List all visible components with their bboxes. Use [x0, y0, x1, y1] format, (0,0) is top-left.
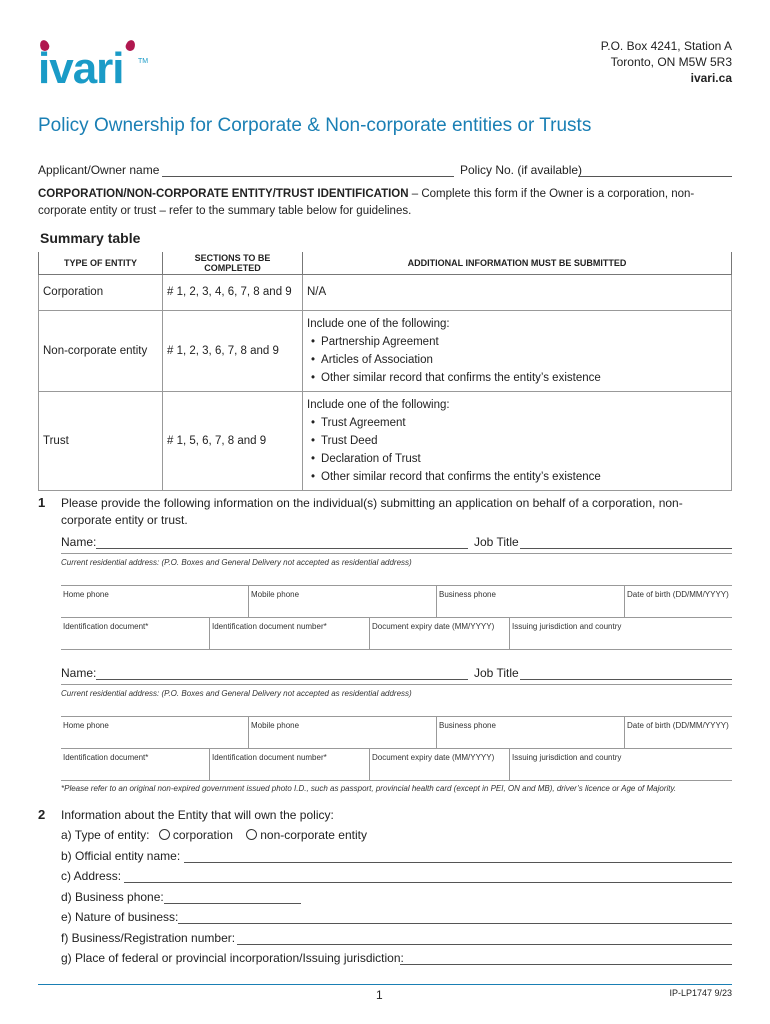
section1-text: Please provide the following information on the individual(s) submitting an application on behalf of a corporation, non-corporate entity or trust. — [61, 496, 683, 527]
non-corporate-label: non-corporate entity — [260, 828, 367, 842]
dob-field[interactable] — [624, 717, 732, 749]
entity-type-label: a) Type of entity: — [61, 828, 150, 842]
address-line1: P.O. Box 4241, Station A — [600, 39, 732, 53]
section2-text: Information about the Entity that will own the policy: — [61, 808, 334, 822]
radio-icon[interactable] — [159, 829, 170, 840]
job-title-label: Job Title — [474, 666, 519, 680]
applicant-label: Applicant/Owner name — [38, 163, 160, 177]
id-document-field[interactable] — [61, 618, 209, 650]
logo-dot-icon — [124, 39, 136, 52]
id-document-field[interactable] — [61, 749, 209, 781]
row-info-intro: Include one of the following: — [307, 398, 450, 411]
non-corporate-option[interactable] — [246, 828, 367, 842]
registration-number-field[interactable] — [237, 944, 732, 945]
header-type: TYPE OF ENTITY — [39, 252, 163, 274]
incorporation-place-field[interactable] — [400, 964, 732, 965]
policy-no-label: Policy No. (if available) — [460, 163, 583, 177]
row-type: Non-corporate entity — [39, 310, 163, 391]
name-label: Name: — [61, 666, 97, 680]
section2-number: 2 — [38, 807, 46, 822]
row-info — [303, 391, 732, 490]
doc-expiry-label: Document expiry date (MM/YYYY) — [372, 622, 495, 631]
row-sections: # 1, 5, 6, 7, 8 and 9 — [163, 391, 303, 490]
name-field[interactable] — [96, 679, 468, 680]
list-item: • Trust Deed — [307, 432, 727, 450]
intro-bold: CORPORATION/NON-CORPORATE ENTITY/TRUST IDENTIFICATION — [38, 188, 409, 200]
job-title-label: Job Title — [474, 535, 519, 549]
row-info-intro: Include one of the following: — [307, 317, 450, 330]
list-item: • Partnership Agreement — [307, 333, 727, 351]
mobile-phone-field[interactable] — [248, 586, 436, 618]
list-item: • Articles of Association — [307, 351, 727, 369]
id-document-label: Identification document* — [63, 753, 149, 762]
incorporation-place-label: g) Place of federal or provincial incorporation/Issuing jurisdiction: — [61, 951, 404, 965]
row-info: N/A — [303, 274, 732, 310]
divider — [61, 553, 732, 554]
logo-text: ivari — [38, 44, 124, 93]
entity-address-field[interactable] — [124, 882, 732, 883]
list-item: • Other similar record that confirms the entity’s existence — [307, 468, 727, 486]
entity-type-row — [61, 828, 367, 842]
issuing-field[interactable] — [509, 618, 732, 650]
id-document-label: Identification document* — [63, 622, 149, 631]
intro-text — [38, 186, 738, 220]
id-number-field[interactable] — [209, 749, 369, 781]
id-footnote: *Please refer to an original non-expired government issued photo I.D., such as passport, provincial health card (except in PEI, ON and MB), driver’s licence or Age of Majority. — [61, 784, 677, 793]
table-row — [39, 310, 732, 391]
company-address — [601, 38, 732, 86]
nature-of-business-field[interactable] — [178, 923, 732, 924]
doc-expiry-field[interactable] — [369, 749, 509, 781]
row-sections: # 1, 2, 3, 6, 7, 8 and 9 — [163, 310, 303, 391]
issuing-field[interactable] — [509, 749, 732, 781]
corporation-label: corporation — [172, 828, 233, 842]
home-phone-label: Home phone — [63, 721, 109, 730]
dob-label: Date of birth (DD/MM/YYYY) — [627, 721, 729, 730]
issuing-label: Issuing jurisdiction and country — [512, 753, 622, 762]
nature-of-business-label: e) Nature of business: — [61, 910, 179, 924]
table-row — [39, 391, 732, 490]
address-label: Current residential address: (P.O. Boxes and General Delivery not accepted as residential address) — [61, 558, 412, 567]
business-phone-field[interactable] — [436, 717, 624, 749]
job-title-field[interactable] — [520, 679, 732, 680]
section1-number: 1 — [38, 495, 46, 510]
page-title: Policy Ownership for Corporate & Non-corporate entities or Trusts — [38, 115, 592, 136]
mobile-phone-label: Mobile phone — [251, 590, 300, 599]
summary-header-row — [39, 252, 732, 274]
home-phone-field[interactable] — [61, 586, 248, 618]
business-phone-label: d) Business phone: — [61, 890, 164, 904]
business-phone-input[interactable] — [164, 903, 301, 904]
mobile-phone-field[interactable] — [248, 717, 436, 749]
summary-title: Summary table — [40, 230, 141, 246]
logo-trademark: TM — [138, 58, 149, 65]
row-type: Corporation — [39, 274, 163, 310]
doc-expiry-label: Document expiry date (MM/YYYY) — [372, 753, 495, 762]
name-label: Name: — [61, 535, 97, 549]
name-field[interactable] — [96, 548, 468, 549]
entity-name-field[interactable] — [184, 862, 732, 863]
ivari-logo — [38, 38, 148, 94]
website-link[interactable]: ivari.ca — [690, 71, 732, 85]
id-number-label: Identification document number* — [212, 753, 327, 762]
row-type: Trust — [39, 391, 163, 490]
table-row — [39, 274, 732, 310]
business-phone-label: Business phone — [439, 721, 496, 730]
home-phone-field[interactable] — [61, 717, 248, 749]
policy-no-field[interactable] — [578, 176, 732, 177]
list-item: • Other similar record that confirms the entity’s existence — [307, 369, 727, 387]
row-sections: # 1, 2, 3, 4, 6, 7, 8 and 9 — [163, 274, 303, 310]
dob-label: Date of birth (DD/MM/YYYY) — [627, 590, 729, 599]
registration-number-label: f) Business/Registration number: — [61, 931, 236, 945]
divider — [61, 684, 732, 685]
id-number-label: Identification document number* — [212, 622, 327, 631]
issuing-label: Issuing jurisdiction and country — [512, 622, 622, 631]
business-phone-field[interactable] — [436, 586, 624, 618]
form-code: IP-LP1747 9/23 — [669, 988, 732, 998]
row-info — [303, 310, 732, 391]
address-line2: Toronto, ON M5W 5R3 — [610, 55, 732, 69]
page-number: 1 — [376, 988, 383, 1002]
intro-body: – Complete this form if the Owner is a corporation, non-corporate entity or trust – refer to the summary table below for guidelines. — [38, 188, 695, 217]
mobile-phone-label: Mobile phone — [251, 721, 300, 730]
applicant-name-field[interactable] — [162, 176, 454, 177]
list-item: • Trust Agreement — [307, 414, 727, 432]
doc-expiry-field[interactable] — [369, 618, 509, 650]
corporation-option[interactable] — [159, 828, 233, 842]
footer-divider — [38, 984, 732, 985]
entity-name-label: b) Official entity name: — [61, 849, 181, 863]
id-number-field[interactable] — [209, 618, 369, 650]
address-label: Current residential address: (P.O. Boxes and General Delivery not accepted as residential address) — [61, 689, 412, 698]
list-item: • Declaration of Trust — [307, 450, 727, 468]
radio-icon[interactable] — [246, 829, 257, 840]
summary-table — [38, 252, 732, 491]
job-title-field[interactable] — [520, 548, 732, 549]
home-phone-label: Home phone — [63, 590, 109, 599]
dob-field[interactable] — [624, 586, 732, 618]
header-sections: SECTIONS TO BE COMPLETED — [163, 252, 303, 274]
header-additional: ADDITIONAL INFORMATION MUST BE SUBMITTED — [303, 252, 732, 274]
entity-address-label: c) Address: — [61, 869, 122, 883]
business-phone-label: Business phone — [439, 590, 496, 599]
